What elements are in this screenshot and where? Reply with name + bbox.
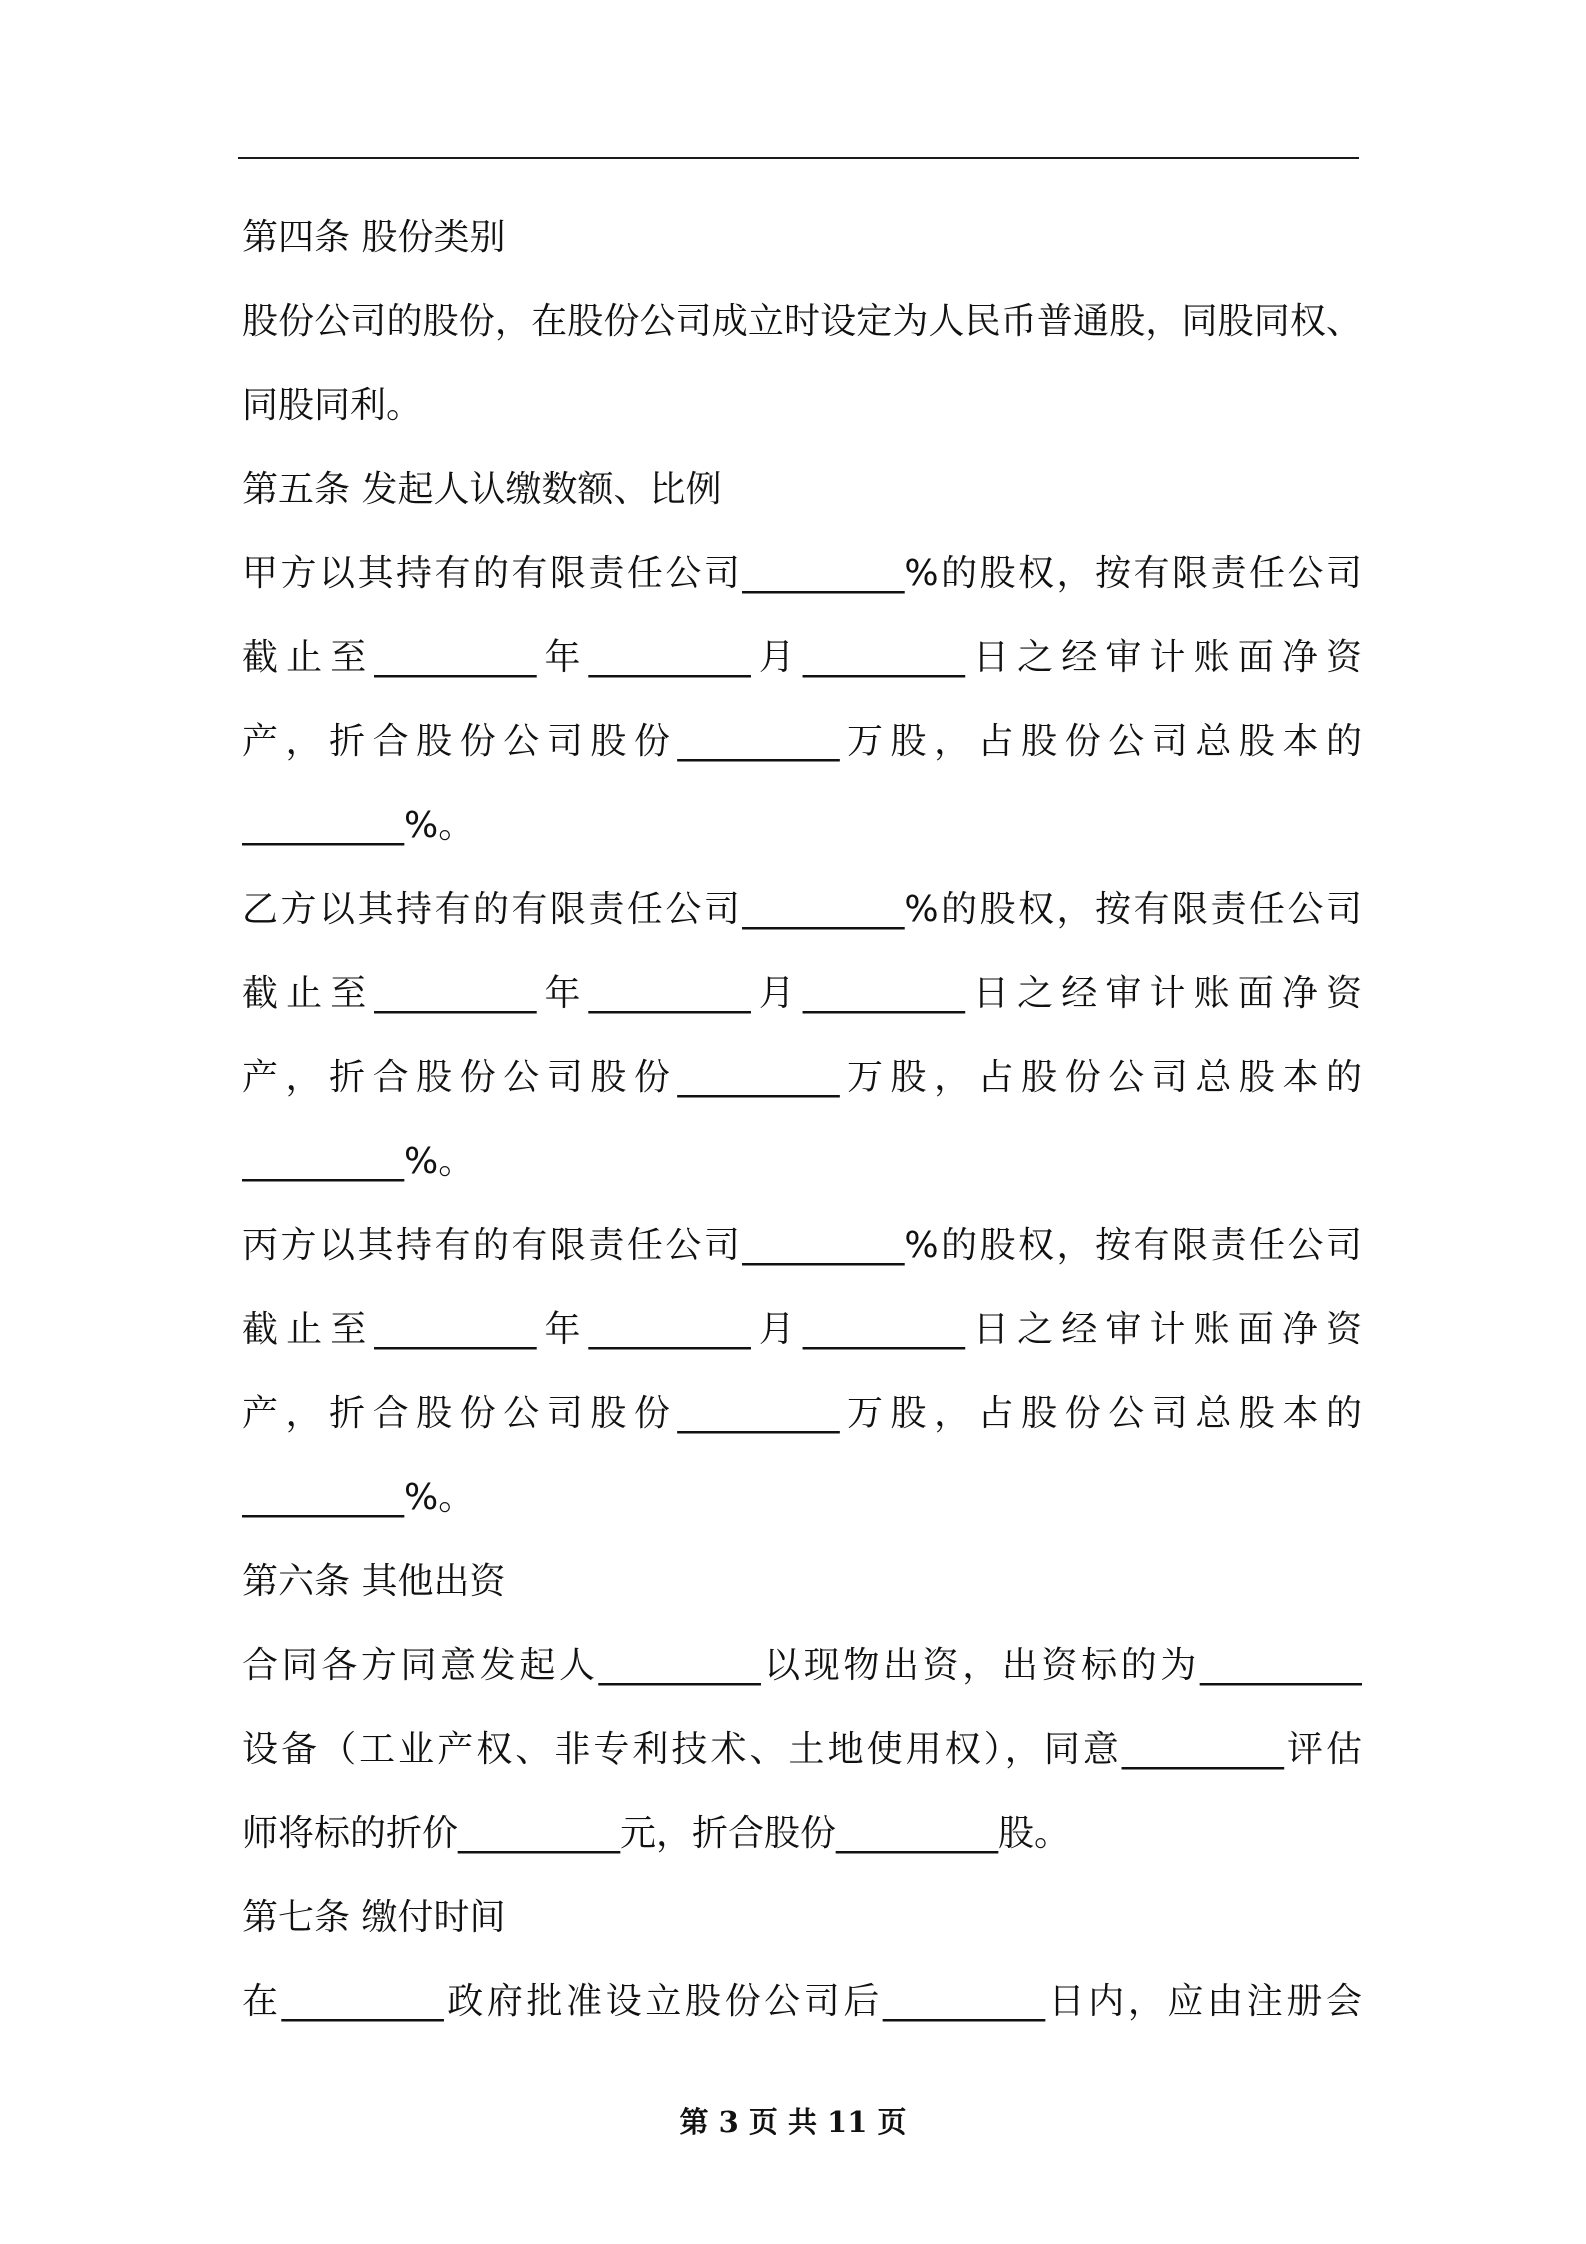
paragraph-line: _________%。 [242, 1477, 475, 1518]
paragraph-line: 截止至_________年_________月_________日之经审计账面净资 [242, 1309, 1362, 1350]
paragraph-line: _________%。 [242, 1141, 475, 1182]
article-5-heading: 第五条 发起人认缴数额、比例 [242, 469, 722, 510]
paragraph-line: 在_________政府批准设立股份公司后_________日内，应由注册会 [242, 1981, 1362, 2022]
paragraph-line: 乙方以其持有的有限责任公司_________%的股权，按有限责任公司 [242, 889, 1362, 930]
article-4-heading: 第四条 股份类别 [242, 217, 506, 258]
paragraph-line: 师将标的折价_________元，折合股份_________股。 [242, 1813, 1071, 1854]
document-body [242, 196, 1362, 2044]
article-6-heading: 第六条 其他出资 [242, 1561, 506, 1602]
article-7-heading: 第七条 缴付时间 [242, 1897, 506, 1938]
paragraph-line: 截止至_________年_________月_________日之经审计账面净资 [242, 637, 1362, 678]
paragraph-line: 丙方以其持有的有限责任公司_________%的股权，按有限责任公司 [242, 1225, 1362, 1266]
paragraph-line: 截止至_________年_________月_________日之经审计账面净资 [242, 973, 1362, 1014]
paragraph-line: 产，折合股份公司股份_________万股，占股份公司总股本的 [242, 1057, 1362, 1098]
paragraph-line: 股份公司的股份，在股份公司成立时设定为人民币普通股，同股同权、 [242, 301, 1362, 342]
paragraph-line: 合同各方同意发起人_________以现物出资，出资标的为_________ [242, 1645, 1362, 1686]
paragraph-line: 产，折合股份公司股份_________万股，占股份公司总股本的 [242, 721, 1362, 762]
paragraph-line: 设备（工业产权、非专利技术、土地使用权），同意_________评估 [242, 1729, 1362, 1770]
header-rule [238, 157, 1359, 159]
paragraph-line: _________%。 [242, 805, 475, 846]
paragraph-line: 同股同利。 [242, 385, 423, 426]
page-number-footer: 第 3 页 共 11 页 [679, 2105, 907, 2139]
paragraph-line: 产，折合股份公司股份_________万股，占股份公司总股本的 [242, 1393, 1362, 1434]
paragraph-line: 甲方以其持有的有限责任公司_________%的股权，按有限责任公司 [242, 553, 1362, 594]
